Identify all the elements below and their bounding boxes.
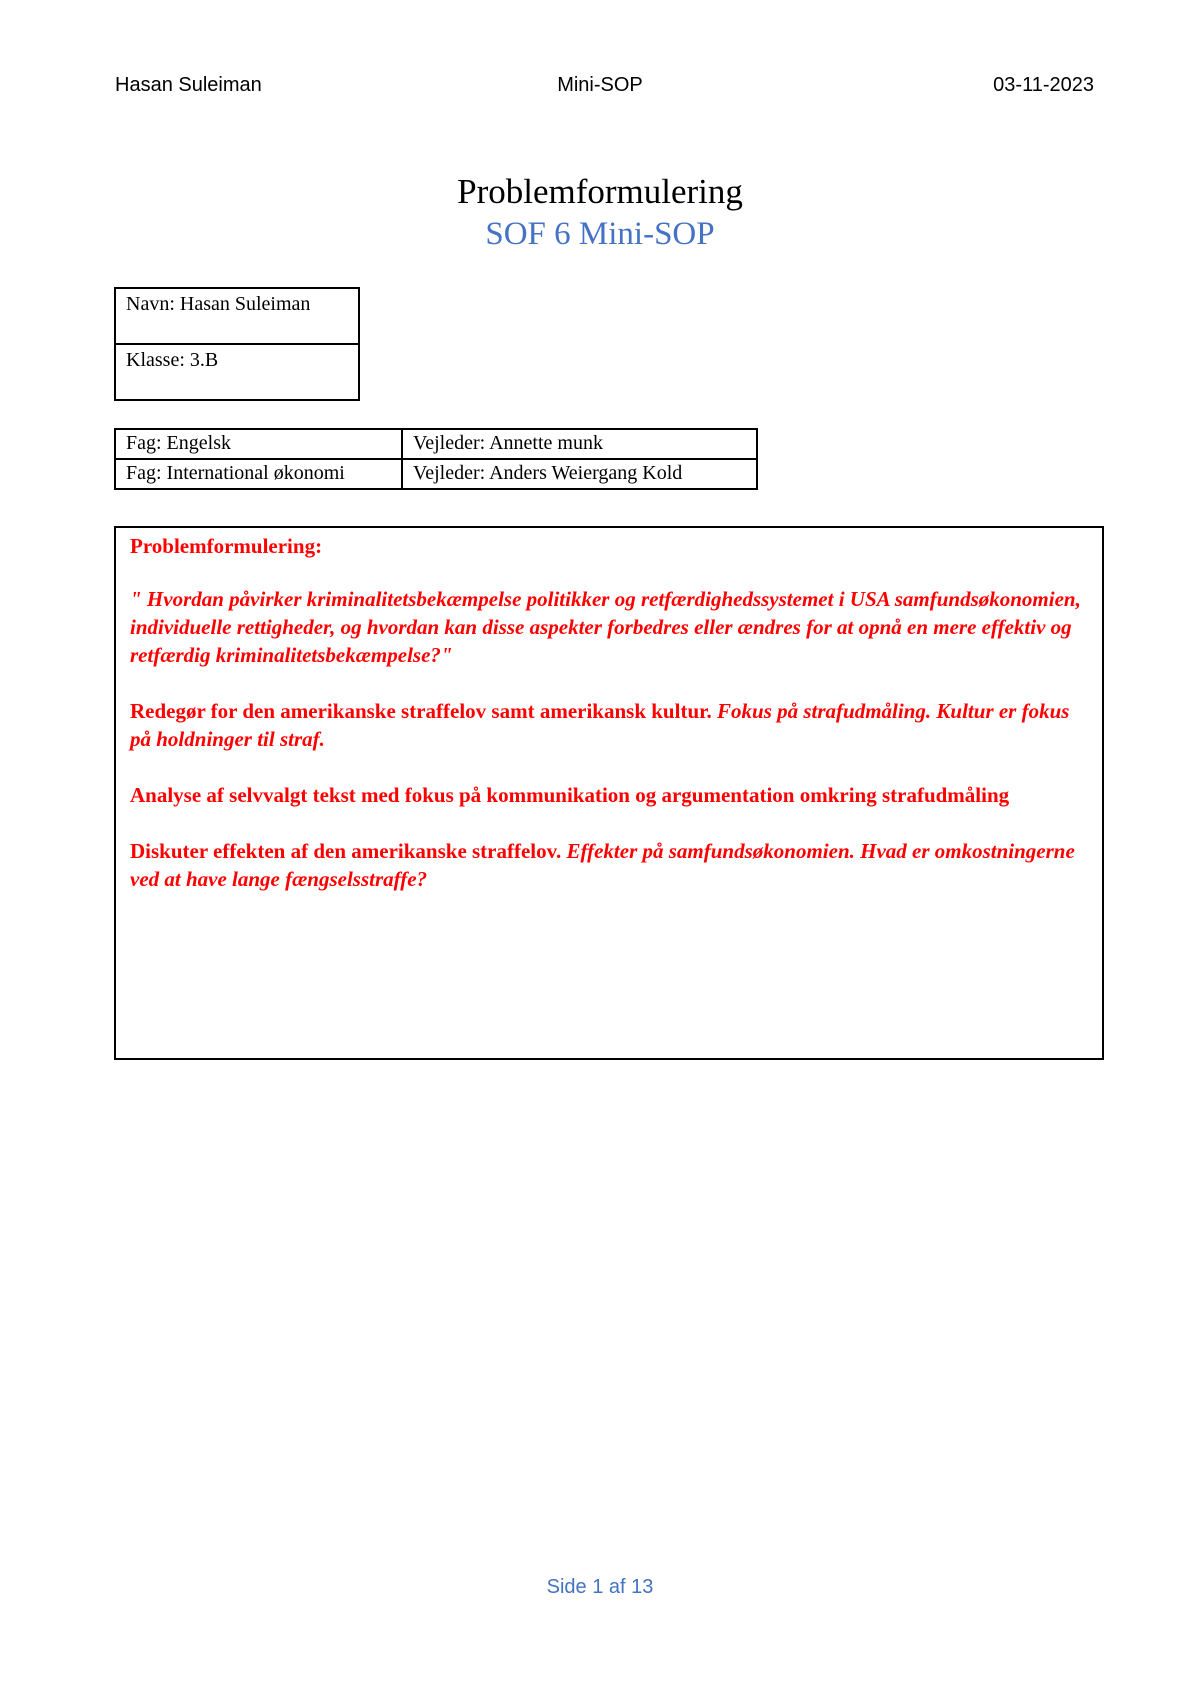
task-analysis: Analyse af selvvalgt tekst med fokus på kommunikation og argumentation omkring strafudmåling	[130, 783, 1010, 807]
problem-label: Problemformulering:	[130, 534, 323, 558]
task-account-text: Redegør for den amerikanske straffelov samt amerikansk kultur.	[130, 699, 712, 723]
table-row	[115, 429, 757, 459]
page-number: Side 1 af 13	[546, 1576, 654, 1598]
advisor-cell: Vejleder: Annette munk	[402, 429, 757, 459]
page-subtitle: SOF 6 Mini-SOP	[485, 216, 715, 252]
task-discuss-focus: Effekter på samfundsøkonomien. Hvad er omkostningerne ved at have lange fængselsstraffe?	[130, 839, 1075, 891]
problem-statement-box	[114, 526, 1104, 1060]
problem-question: " Hvordan påvirker kriminalitetsbekæmpelse politikker og retfærdighedssystemet i USA samfundsøkonomien, individuelle rettigheder, og hvordan kan disse aspekter forbedres eller ændres for at opnå en mere effektiv og retfærdig kriminalitetsbekæmpelse?"	[130, 587, 1081, 667]
header-date: 03-11-2023	[993, 74, 1094, 96]
subject-cell: Fag: International økonomi	[115, 459, 402, 489]
task-discuss-text: Diskuter effekten af den amerikanske straffelov.	[130, 839, 562, 863]
advisor-cell: Vejleder: Anders Weiergang Kold	[402, 459, 757, 489]
task-discuss	[130, 837, 1088, 893]
header-author: Hasan Suleiman	[115, 74, 262, 96]
header-doc-title: Mini-SOP	[557, 74, 643, 96]
student-class-cell: Klasse: 3.B	[115, 344, 359, 400]
table-row	[115, 344, 359, 400]
student-info-table	[114, 287, 360, 401]
student-name-cell: Navn: Hasan Suleiman	[115, 288, 359, 344]
subject-cell: Fag: Engelsk	[115, 429, 402, 459]
table-row	[115, 459, 757, 489]
table-row	[115, 288, 359, 344]
task-account-focus: Fokus på strafudmåling. Kultur er fokus på holdninger til straf.	[130, 699, 1070, 751]
subjects-table	[114, 428, 758, 490]
task-account	[130, 697, 1088, 753]
page-title: Problemformulering	[457, 172, 743, 211]
